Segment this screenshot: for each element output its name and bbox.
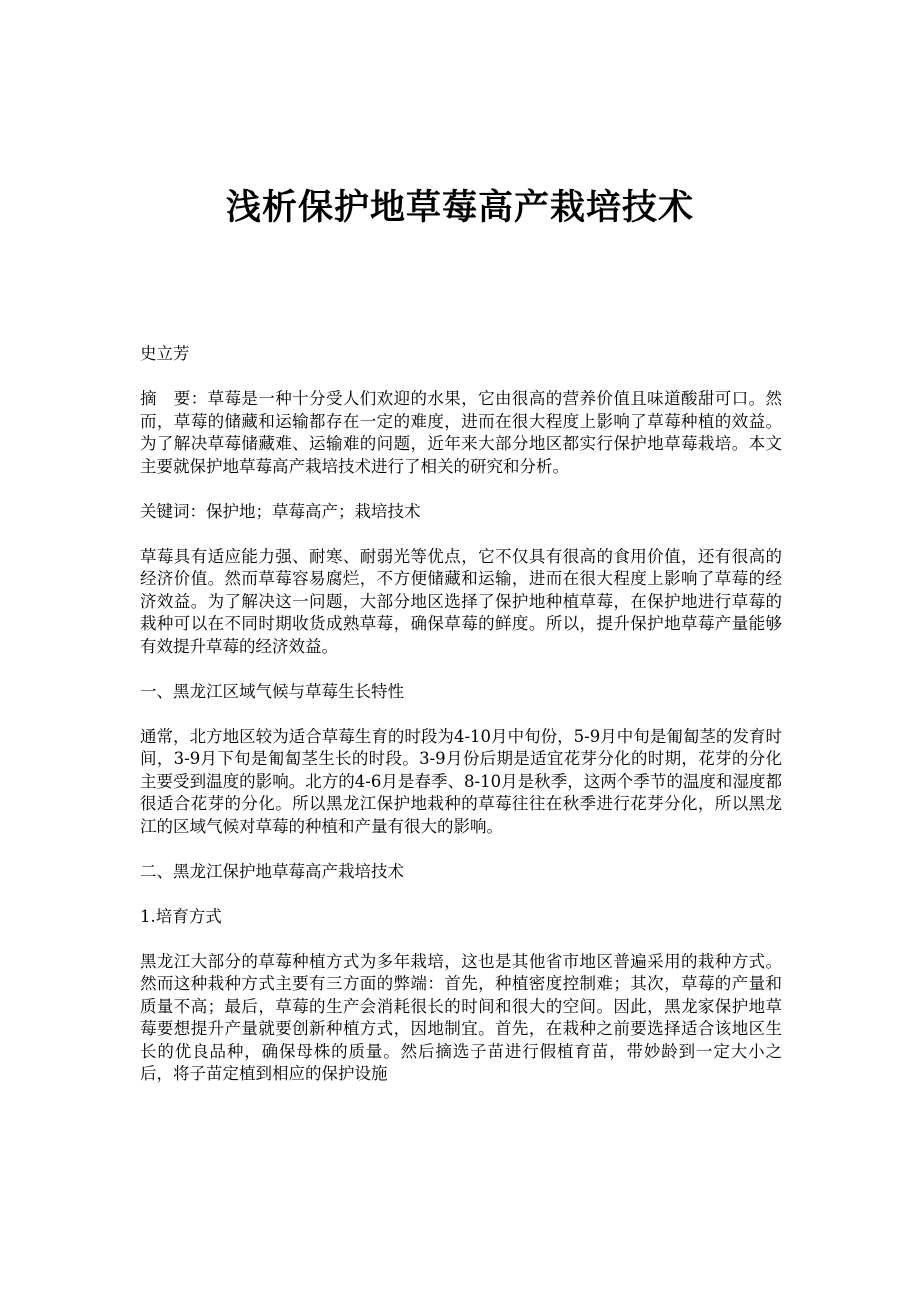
subsection-heading-cultivation: 1.培育方式 xyxy=(140,906,222,926)
climate-paragraph: 通常，北方地区较为适合草莓生育的时段为4-10月中旬份，5-9月中旬是匍匐茎的发育时间，3-9月下旬是匍匐茎生长的时段。3-9月份后期是适宜花芽分化的时期，花芽的分化主要受到温度的影响。北方的4-6月是春季、8-10月是秋季，这两个季节的温度和湿度都很适合花芽的分化。所以黑龙江保护地栽种的草莓往往在秋季进行花芽分化，所以黑龙江的区域气候对草莓的种植和产量有很大的影响。 xyxy=(140,726,782,836)
section-heading-climate: 一、黑龙江区域气候与草莓生长特性 xyxy=(140,681,404,701)
author-name: 史立芳 xyxy=(140,344,190,363)
abstract-paragraph: 摘 要：草莓是一种十分受人们欢迎的水果，它由很高的营养价值且味道酸甜可口。然而，草莓的储藏和运输都存在一定的难度，进而在很大程度上影响了草莓种植的效益。为了解决草莓储藏难、运输难的问题，近年来大部分地区都实行保护地草莓栽培。本文主要就保护地草莓高产栽培技术进行了相关的研究和分析。 xyxy=(140,389,782,476)
keywords-paragraph: 关键词：保护地；草莓高产；栽培技术 xyxy=(140,501,421,521)
document-title: 浅析保护地草莓高产栽培技术 xyxy=(225,187,694,228)
document-body xyxy=(140,343,782,1108)
section-heading-techniques: 二、黑龙江保护地草莓高产栽培技术 xyxy=(140,861,404,881)
cultivation-paragraph: 黑龙江大部分的草莓种植方式为多年栽培，这也是其他省市地区普遍采用的栽种方式。然而这种栽种方式主要有三方面的弊端：首先，种植密度控制难；其次，草莓的产量和质量不高；最后，草莓的生产会消耗很长的时间和很大的空间。因此，黑龙家保护地草莓要想提升产量就要创新种植方式，因地制宜。首先，在栽种之前要选择适合该地区生长的优良品种，确保母株的质量。然后摘选子苗进行假植育苗，带妙龄到一定大小之后，将子苗定植到相应的保护设施 xyxy=(140,951,782,1083)
intro-paragraph: 草莓具有适应能力强、耐寒、耐弱光等优点，它不仅具有很高的食用价值，还有很高的经济价值。然而草莓容易腐烂，不方便储藏和运输，进而在很大程度上影响了草莓的经济效益。为了解决这一问题，大部分地区选择了保护地种植草莓，在保护地进行草莓的栽种可以在不同时期收货成熟草莓，确保草莓的鲜度。所以，提升保护地草莓产量能够有效提升草莓的经济效益。 xyxy=(140,546,782,656)
